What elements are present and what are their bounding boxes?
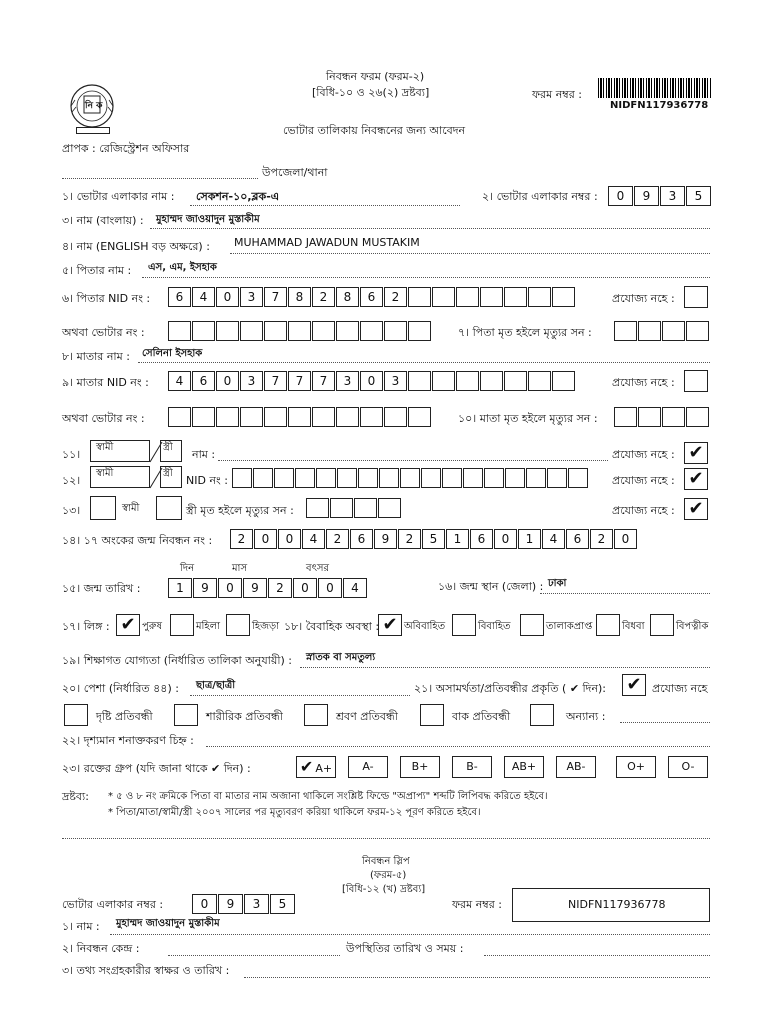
digit-cell[interactable] [408,407,431,427]
digit-cell[interactable]: 0 [494,529,517,549]
identification-mark-label: ২২। দৃশ্যমান শনাক্তকরণ চিহ্ন : [62,734,194,747]
digit-cell[interactable]: 3 [240,287,263,307]
digit-cell[interactable]: 0 [218,578,242,598]
digit-cell[interactable] [408,321,431,341]
digit-cell[interactable]: 3 [384,371,407,391]
digit-cell[interactable]: 0 [614,529,637,549]
slip-area-no-label: ভোটার এলাকার নম্বর : [62,898,164,911]
marital-status-label: ১৮। বৈবাহিক অবস্থা : [284,620,380,633]
digit-cell[interactable]: 6 [168,287,191,307]
digit-cell[interactable]: 7 [264,371,287,391]
digit-cell[interactable]: 6 [360,287,383,307]
digit-cell[interactable]: 9 [193,578,217,598]
blood-group-option[interactable] [504,756,544,778]
note-label: দ্রষ্টব্য: [62,790,89,803]
digit-cell[interactable] [547,468,567,488]
digit-cell[interactable]: 7 [312,371,335,391]
digit-cell[interactable] [432,371,455,391]
digit-cell[interactable]: 2 [384,287,407,307]
name-english-value[interactable]: MUHAMMAD JAWADUN MUSTAKIM [234,236,420,249]
blood-group-label: AB+ [511,760,537,773]
speech-disability-checkbox[interactable] [420,704,444,726]
digit-cell[interactable]: 4 [168,371,191,391]
digit-cell[interactable]: 0 [360,371,383,391]
digit-cell[interactable]: 0 [318,578,342,598]
digit-cell[interactable] [528,371,551,391]
digit-cell[interactable]: 5 [686,186,711,206]
gender-label: ১৭। লিঙ্গ : [62,620,110,633]
father-na-label: প্রযোজ্য নহে : [612,292,675,305]
digit-cell[interactable]: 0 [192,894,217,914]
digit-cell[interactable] [504,371,527,391]
digit-cell[interactable] [216,321,239,341]
male-checkbox[interactable]: ✔ [116,614,140,636]
slip-form: (ফরম-৫) [370,870,407,881]
digit-cell[interactable] [330,498,353,518]
digit-cell[interactable] [614,321,637,341]
digit-cell[interactable] [295,468,315,488]
digit-cell[interactable] [568,468,588,488]
blood-group-option[interactable] [616,756,656,778]
digit-cell[interactable]: 2 [398,529,421,549]
spouse-name-label: নাম : [192,448,216,461]
birth-reg-label: ১৪। ১৭ অংকের জন্ম নিবন্ধন নং : [62,534,213,547]
upazila-label: উপজেলা/থানা [262,166,328,179]
application-title: ভোটার তালিকায় নিবন্ধনের জন্য আবেদন [283,124,466,137]
digit-cell[interactable]: 9 [634,186,659,206]
digit-cell[interactable] [456,287,479,307]
wife-death-year-label: স্ত্রী মৃত হইলে মৃত্যুর সন : [186,504,294,517]
slip-name-label: ১। নাম : [62,920,100,933]
disability-label: ২১। অসামর্থতা/প্রতিবন্ধীর প্রকৃতি ( ✔ দিন): [414,682,607,695]
emblem-text: নি ক [85,101,103,111]
blood-group-label: AB- [566,760,586,773]
digit-cell[interactable]: 4 [192,287,215,307]
digit-cell[interactable] [264,407,287,427]
digit-cell[interactable] [432,287,455,307]
digit-cell[interactable] [240,321,263,341]
digit-cell[interactable]: 2 [230,529,253,549]
father-nid-grid[interactable] [168,287,576,307]
slip-area-no-grid[interactable] [192,894,296,914]
spouse-nid-na-checkbox[interactable]: ✔ [684,468,708,490]
spouse-nid-grid[interactable] [232,468,589,488]
birth-date-label: ১৫। জন্ম তারিখ : [62,582,141,595]
unmarried-checkbox[interactable]: ✔ [378,614,402,636]
name-english-label: ৪। নাম (ENGLISH বড় অক্ষরে) : [62,240,210,253]
digit-cell[interactable] [337,468,357,488]
wife-death-year-grid[interactable] [306,498,402,518]
husband-checkbox-3[interactable] [90,496,116,520]
digit-cell[interactable] [638,407,661,427]
disability-na-text: প্রযোজ্য নহে [652,682,708,695]
slip-center-label: ২। নিবন্ধন কেন্দ্র : [62,942,140,955]
digit-cell[interactable]: 0 [293,578,317,598]
mother-death-year-label: ১০। মাতা মৃত হইলে মৃত্যুর সন : [458,412,598,425]
rule-reference: [বিধি-১০ ও ২৬(২) দ্রষ্টব্য] [312,86,430,99]
digit-cell[interactable]: 6 [350,529,373,549]
digit-cell[interactable]: 0 [278,529,301,549]
digit-cell[interactable] [408,371,431,391]
digit-cell[interactable]: 9 [218,894,243,914]
name-bangla-label: ৩। নাম (বাংলায়) : [62,214,144,227]
digit-cell[interactable] [168,407,191,427]
widow-checkbox[interactable] [596,614,620,636]
blood-group-label: A- [362,760,374,773]
other-disability-checkbox[interactable] [530,704,554,726]
month-label: মাস [232,563,248,574]
mother-nid-grid[interactable] [168,371,576,391]
mother-na-checkbox[interactable] [684,370,708,392]
form-number-label: ফরম নম্বর : [532,88,582,101]
divorced-checkbox[interactable] [520,614,544,636]
spouse-name-na-checkbox[interactable]: ✔ [684,442,708,464]
digit-cell[interactable]: 5 [270,894,295,914]
voter-area-name-value[interactable]: সেকশন-১০,ব্লক-এ [196,190,280,203]
digit-cell[interactable]: 1 [518,529,541,549]
note-2: * পিতা/মাতা/স্বামী/স্ত্রী ২০০৭ সালের পর মৃত্যুবরণ করিয়া থাকিলে ফরম-১২ পূরণ করিতে হইবে। [108,807,481,818]
wife-death-na-checkbox[interactable]: ✔ [684,498,708,520]
blood-group-option[interactable] [556,756,596,778]
digit-cell[interactable] [400,468,420,488]
digit-cell[interactable] [526,468,546,488]
digit-cell[interactable] [614,407,637,427]
name-bangla-value[interactable]: মুহাম্মদ জাওয়াদুন মুস্তাকীম [156,214,260,225]
note-1: * ৫ ও ৮ নং ক্রমিকে পিতা বা মাতার নাম অজানা থাকিলে সংশ্লিষ্ট ফিল্ডে "অপ্রাপ্য" শব্দটি লিপিবদ্ধ করিতে হইবে। [108,791,548,802]
visual-disability-checkbox[interactable] [64,704,88,726]
mother-name-value[interactable]: সেলিনা ইসহাক [142,348,203,359]
voter-area-number-label: ২। ভোটার এলাকার নম্বর : [482,190,598,203]
digit-cell[interactable] [662,407,685,427]
digit-cell[interactable] [354,498,377,518]
slip-name-value[interactable]: মুহাম্মদ জাওয়াদুন মুস্তাকীম [116,918,220,929]
digit-cell[interactable] [192,407,215,427]
digit-cell[interactable] [168,321,191,341]
digit-cell[interactable] [360,407,383,427]
recipient: প্রাপক : রেজিস্ট্রেশন অফিসার [62,142,190,155]
digit-cell[interactable]: 0 [216,371,239,391]
physical-disability-checkbox[interactable] [174,704,198,726]
digit-cell[interactable] [480,371,503,391]
digit-cell[interactable]: 0 [254,529,277,549]
digit-cell[interactable]: 4 [542,529,565,549]
father-na-checkbox[interactable] [684,286,708,308]
blood-group-label: O- [681,760,695,773]
digit-cell[interactable] [456,371,479,391]
digit-cell[interactable] [505,468,525,488]
digit-cell[interactable] [312,321,335,341]
digit-cell[interactable]: 2 [312,287,335,307]
digit-cell[interactable] [316,468,336,488]
digit-cell[interactable] [442,468,462,488]
digit-cell[interactable] [240,407,263,427]
blood-group-label: A+ [315,762,333,775]
digit-cell[interactable] [253,468,273,488]
digit-cell[interactable] [528,287,551,307]
digit-cell[interactable]: 5 [422,529,445,549]
government-emblem [66,80,118,132]
father-voter-no-label: অথবা ভোটার নং : [62,326,145,339]
digit-cell[interactable]: 9 [374,529,397,549]
digit-cell[interactable]: 2 [590,529,613,549]
father-death-year-label: ৭। পিতা মৃত হইলে মৃত্যুর সন : [458,326,592,339]
voter-area-number-grid[interactable] [608,186,712,206]
digit-cell[interactable]: 3 [660,186,685,206]
birth-reg-grid[interactable] [230,529,638,549]
digit-cell[interactable]: 6 [192,371,215,391]
digit-cell[interactable]: 4 [343,578,367,598]
digit-cell[interactable] [360,321,383,341]
mother-nid-label: ৯। মাতার NID নং : [62,376,149,389]
item-13-label: ১৩। [62,504,81,517]
form-title: নিবন্ধন ফরম (ফরম-২) [326,70,425,83]
digit-cell[interactable]: 2 [268,578,292,598]
year-label: বৎসর [306,563,330,574]
wife-checkbox-3[interactable] [156,496,182,520]
digit-cell[interactable] [288,321,311,341]
occupation-value[interactable]: ছাত্র/ছাত্রী [196,680,236,691]
disability-na-checkbox[interactable]: ✔ [622,674,646,696]
digit-cell[interactable]: 8 [336,287,359,307]
blood-group-option[interactable] [452,756,492,778]
education-label: ১৯। শিক্ষাগত যোগ্যতা (নির্ধারিত তালিকা অনুযায়ী) : [62,654,292,667]
digit-cell[interactable] [552,371,575,391]
blood-group-option[interactable] [296,756,336,778]
slip-collector-label: ৩। তথ্য সংগ্রহকারীর স্বাক্ষর ও তারিখ : [62,964,230,977]
digit-cell[interactable] [274,468,294,488]
birth-place-value[interactable]: ঢাকা [548,578,567,589]
slip-form-no: NIDFN117936778 [568,898,666,911]
birth-place-label: ১৬। জন্ম স্থান (জেলা) : [438,580,544,593]
digit-cell[interactable]: 3 [240,371,263,391]
married-checkbox[interactable] [452,614,476,636]
blood-group-option[interactable] [400,756,440,778]
digit-cell[interactable] [336,321,359,341]
digit-cell[interactable]: 1 [446,529,469,549]
birth-date-grid[interactable] [168,578,368,598]
item-11-label: ১১। [62,448,81,461]
mother-voter-no-grid[interactable] [168,407,432,427]
digit-cell[interactable] [378,498,401,518]
digit-cell[interactable]: 4 [302,529,325,549]
blood-group-option[interactable] [348,756,388,778]
mother-na-label: প্রযোজ্য নহে : [612,376,675,389]
digit-cell[interactable]: 3 [244,894,269,914]
digit-cell[interactable]: 2 [326,529,349,549]
mother-name-label: ৮। মাতার নাম : [62,350,130,363]
blood-group-label: O+ [627,760,645,773]
digit-cell[interactable] [379,468,399,488]
mother-voter-no-label: অথবা ভোটার নং : [62,412,145,425]
barcode-text: NIDFN117936778 [610,100,709,111]
spouse-nid-na-label: প্রযোজ্য নহে : [612,474,675,487]
digit-cell[interactable] [686,321,709,341]
slip-rule: [বিধি-১২ (খ) দ্রষ্টব্য] [342,884,426,895]
mother-death-year-grid[interactable] [614,407,710,427]
digit-cell[interactable] [408,287,431,307]
digit-cell[interactable] [306,498,329,518]
hijra-checkbox[interactable] [226,614,250,636]
digit-cell[interactable] [232,468,252,488]
digit-cell[interactable] [504,287,527,307]
digit-cell[interactable]: 6 [470,529,493,549]
digit-cell[interactable] [463,468,483,488]
digit-cell[interactable] [192,321,215,341]
father-name-label: ৫। পিতার নাম : [62,264,132,277]
digit-cell[interactable]: 7 [288,371,311,391]
father-nid-label: ৬। পিতার NID নং : [62,292,151,305]
digit-cell[interactable] [358,468,378,488]
digit-cell[interactable]: 3 [336,371,359,391]
digit-cell[interactable] [638,321,661,341]
digit-cell[interactable] [264,321,287,341]
voter-area-name-label: ১। ভোটার এলাকার নাম : [62,190,175,203]
digit-cell[interactable]: 7 [264,287,287,307]
digit-cell[interactable] [384,407,407,427]
digit-cell[interactable] [312,407,335,427]
item-12-label: ১২। [62,474,81,487]
blood-group-label: ২৩। রক্তের গ্রুপ (যদি জানা থাকে ✔ দিন) : [62,762,251,775]
digit-cell[interactable] [216,407,239,427]
digit-cell[interactable]: 0 [216,287,239,307]
digit-cell[interactable]: 6 [566,529,589,549]
slip-title: নিবন্ধন স্লিপ [362,856,410,867]
wife-death-na-label: প্রযোজ্য নহে : [612,504,675,517]
digit-cell[interactable]: 9 [243,578,267,598]
blood-group-option[interactable] [668,756,708,778]
digit-cell[interactable]: 1 [168,578,192,598]
digit-cell[interactable] [484,468,504,488]
day-label: দিন [180,563,195,574]
digit-cell[interactable] [480,287,503,307]
blood-group-label: B- [466,760,478,773]
blood-group-label: B+ [411,760,429,773]
spouse-name-na-label: প্রযোজ্য নহে : [612,448,675,461]
female-checkbox[interactable] [170,614,194,636]
education-value[interactable]: স্নাতক বা সমতুল্য [306,652,376,663]
digit-cell[interactable]: 8 [288,287,311,307]
digit-cell[interactable] [686,407,709,427]
slip-form-no-label: ফরম নম্বর : [452,898,502,911]
digit-cell[interactable] [288,407,311,427]
father-voter-no-grid[interactable] [168,321,432,341]
digit-cell[interactable] [662,321,685,341]
widower-checkbox[interactable] [650,614,674,636]
slip-attendance-label: উপস্থিতির তারিখ ও সময় : [346,942,464,955]
father-name-value[interactable]: এস, এম, ইসহাক [148,262,217,273]
digit-cell[interactable]: 0 [608,186,633,206]
occupation-label: ২০। পেশা (নির্ধারিত ৪৪) : [62,682,179,695]
barcode [598,78,712,98]
blood-group-check-icon: ✔ [299,757,314,776]
father-death-year-grid[interactable] [614,321,710,341]
digit-cell[interactable] [336,407,359,427]
digit-cell[interactable] [552,287,575,307]
hearing-disability-checkbox[interactable] [304,704,328,726]
digit-cell[interactable] [421,468,441,488]
spouse-nid-label: NID নং : [186,474,228,487]
digit-cell[interactable] [384,321,407,341]
